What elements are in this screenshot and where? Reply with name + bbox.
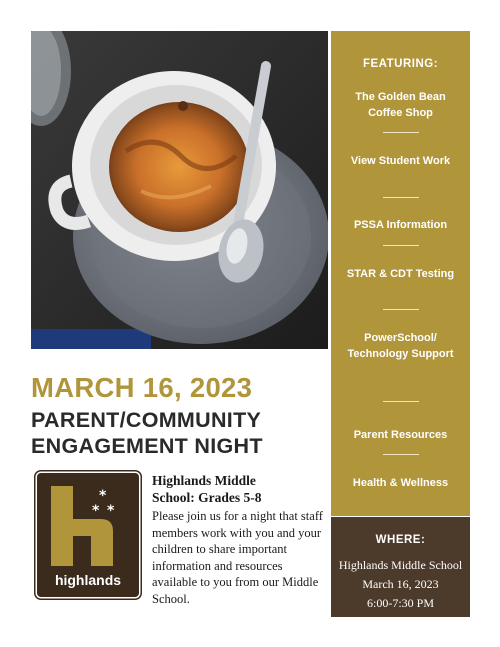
feature-item-golden-bean: The Golden Bean Coffee Shop — [355, 91, 446, 119]
event-title — [31, 407, 263, 459]
school-name-line1: Highlands Middle — [152, 473, 256, 488]
feature-item-pssa: PSSA Information — [353, 219, 448, 231]
feature-item-health-wellness: Health & Wellness — [352, 477, 449, 489]
divider — [383, 454, 419, 455]
highlands-logo — [37, 473, 139, 597]
where-time: 6:00-7:30 PM — [366, 596, 434, 610]
feature-item-student-work: View Student Work — [350, 155, 451, 167]
event-description: Please join us for a night that staff members work with you and your children to share important information and resources available to you from our Middle School. — [152, 509, 323, 606]
espresso-cup-photo — [31, 31, 328, 349]
feature-item-parent-resources: Parent Resources — [353, 429, 448, 441]
divider — [383, 401, 419, 402]
school-name — [152, 472, 322, 506]
divider — [383, 197, 419, 198]
feature-item-powerschool: PowerSchool/ Technology Support — [347, 332, 454, 360]
event-date: MARCH 16, 2023 — [31, 372, 253, 403]
featuring-heading: FEATURING: — [362, 58, 439, 70]
svg-text:*: * — [107, 503, 115, 519]
svg-text:*: * — [99, 488, 107, 504]
divider — [383, 132, 419, 133]
event-title-line1: PARENT/COMMUNITY — [31, 408, 262, 432]
svg-text:*: * — [92, 503, 100, 519]
event-title-line2: ENGAGEMENT NIGHT — [31, 434, 263, 458]
where-label: WHERE: — [375, 534, 426, 546]
highlands-h-logo — [37, 473, 139, 597]
school-name-line2: School: Grades 5-8 — [152, 490, 262, 505]
where-location: Highlands Middle School — [338, 558, 463, 572]
where-date: March 16, 2023 — [362, 577, 439, 591]
divider — [383, 245, 419, 246]
where-box — [331, 517, 470, 617]
divider — [383, 309, 419, 310]
feature-item-star-cdt: STAR & CDT Testing — [346, 268, 455, 280]
logo-text: highlands — [54, 572, 122, 588]
featuring-sidebar — [331, 31, 470, 516]
